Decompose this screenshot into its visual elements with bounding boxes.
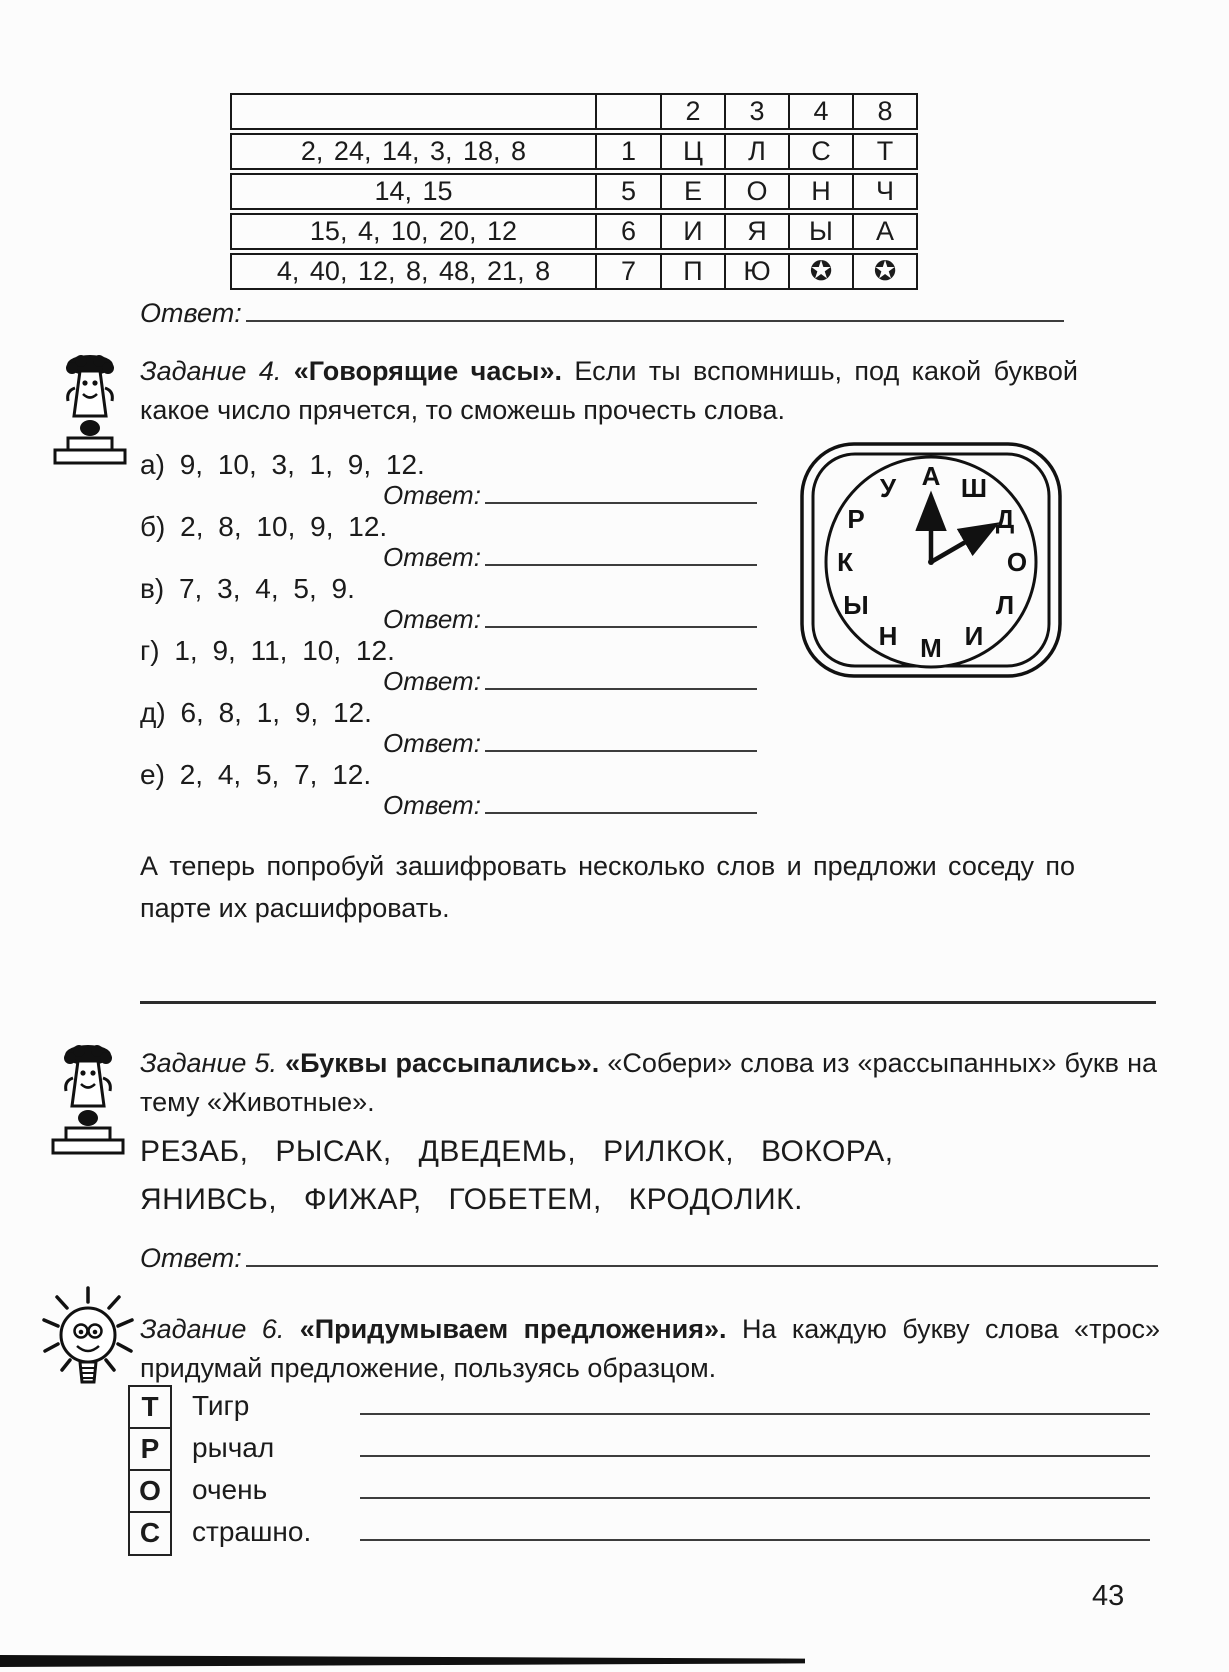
exclamation-character-icon — [50, 350, 130, 466]
letter-cell: О — [724, 173, 788, 210]
cipher-table — [230, 90, 918, 293]
scrambled-words-line2: ЯНИВСЬ, ФИЖАР, ГОБЕТЕМ, КРОДОЛИК. — [140, 1183, 803, 1216]
letter-cell: И — [660, 213, 724, 250]
table-header-cell: 2 — [660, 93, 724, 130]
answer-label: Ответ: — [140, 298, 242, 328]
answer-label: Ответ: — [383, 604, 481, 634]
answer-label: Ответ: — [383, 790, 481, 820]
table-row — [230, 213, 918, 250]
task4-description: Если ты вспомнишь, под какой буквой какое число прячется, то сможешь прочесть слова. — [140, 356, 1079, 425]
letter-box: О — [128, 1469, 172, 1514]
task6-heading — [140, 1310, 1160, 1388]
answer-blank — [360, 1497, 1150, 1499]
answer-label: Ответ: — [383, 542, 481, 572]
sequence-cell: 2, 24, 14, 3, 18, 8 — [230, 133, 595, 170]
letter-cell: Л — [724, 133, 788, 170]
answer-line — [140, 298, 1064, 329]
answer-blank — [246, 304, 1064, 322]
exclamation-character-icon — [48, 1040, 128, 1156]
answer-blank — [360, 1539, 1150, 1541]
table-header-cell: 4 — [788, 93, 852, 130]
letter-cell: Ю — [724, 253, 788, 290]
letter-cell: А — [852, 213, 918, 250]
letter-cell: Т — [852, 133, 918, 170]
list-item — [140, 633, 800, 695]
example-word: страшно. — [192, 1516, 312, 1547]
sequence-cell: 15, 4, 10, 20, 12 — [230, 213, 595, 250]
answer-blank — [360, 1413, 1150, 1415]
item-numbers: 7, 3, 4, 5, 9. — [178, 573, 355, 604]
table-row — [230, 253, 918, 290]
task4-items — [140, 447, 800, 819]
task5-number: Задание 5. — [140, 1048, 278, 1078]
item-label: в) — [140, 573, 165, 604]
letter-cell: П — [660, 253, 724, 290]
print-edge-bar — [0, 1655, 805, 1667]
item-numbers: 1, 9, 11, 10, 12. — [174, 635, 395, 666]
item-label: г) — [140, 635, 160, 666]
row-number-cell: 5 — [595, 173, 660, 210]
answer-label: Ответ: — [383, 728, 481, 758]
tros-row — [128, 1385, 1158, 1427]
list-item — [140, 447, 800, 509]
item-label: е) — [140, 759, 165, 790]
clock-letter: Р — [847, 504, 865, 534]
task4-followup: А теперь попробуй зашифровать несколько слов и предложи соседу по парте их расшифровать. — [140, 851, 1075, 923]
table-row — [230, 93, 918, 130]
letter-box: С — [128, 1511, 172, 1556]
answer-line — [140, 1243, 1158, 1274]
example-word: очень — [192, 1474, 268, 1505]
clock-letter: К — [837, 547, 853, 577]
letter-box: Т — [128, 1385, 172, 1430]
example-word: Тигр — [192, 1390, 250, 1421]
task4-number: Задание 4. — [140, 356, 282, 386]
answer-blank — [485, 486, 757, 504]
list-item — [140, 509, 800, 571]
clock-letter: Н — [878, 621, 898, 651]
table-header-cell: 3 — [724, 93, 788, 130]
task4-title: «Говорящие часы». — [293, 356, 562, 386]
item-label: д) — [140, 697, 166, 728]
item-numbers: 6, 8, 1, 9, 12. — [180, 697, 372, 728]
item-numbers: 9, 10, 3, 1, 9, 12. — [179, 449, 425, 480]
answer-blank — [246, 1249, 1158, 1267]
table-row — [230, 133, 918, 170]
row-number-cell: 6 — [595, 213, 660, 250]
answer-blank — [485, 796, 757, 814]
answer-blank — [485, 610, 757, 628]
tros-row — [128, 1427, 1158, 1469]
table-row — [230, 173, 918, 210]
scrambled-words-line1: РЕЗАБ, РЫСАК, ДВЕДЕМЬ, РИЛКОК, ВОКОРА, — [140, 1135, 894, 1168]
task5-description: «Собери» слова из «рассыпанных» букв на тему «Животные». — [140, 1048, 1158, 1117]
example-word: рычал — [192, 1432, 275, 1463]
section-divider — [140, 1001, 1156, 1004]
scrambled-words — [140, 1128, 1170, 1224]
clock-letter: Л — [995, 590, 1015, 620]
clock-letter: Д — [995, 504, 1015, 534]
page-number: 43 — [1092, 1580, 1125, 1612]
task4-heading — [140, 352, 1078, 430]
row-number-cell: 7 — [595, 253, 660, 290]
lightbulb-icon — [40, 1286, 136, 1404]
letter-cell: Ч — [852, 173, 918, 210]
tros-example — [128, 1385, 1158, 1565]
list-item — [140, 695, 800, 757]
task6-title: «Придумываем предложения». — [299, 1314, 727, 1344]
answer-label: Ответ: — [140, 1243, 242, 1273]
table-cell — [595, 93, 660, 130]
task5-heading — [140, 1044, 1157, 1122]
sequence-cell: 14, 15 — [230, 173, 595, 210]
answer-blank — [485, 672, 757, 690]
clock-letter: А — [921, 461, 941, 491]
letter-cell: Я — [724, 213, 788, 250]
tros-row — [128, 1511, 1158, 1553]
task5-title: «Буквы рассыпались». — [285, 1048, 600, 1078]
clock-letter: И — [964, 621, 984, 651]
letter-cell: Е — [660, 173, 724, 210]
list-item — [140, 571, 800, 633]
letter-cell: Ц — [660, 133, 724, 170]
clock-letter: Ш — [960, 473, 988, 503]
letter-box: Р — [128, 1427, 172, 1472]
item-label: а) — [140, 449, 165, 480]
task6-description: На каждую букву слова «трос» придумай предложение, пользуясь образцом. — [140, 1314, 1160, 1383]
sequence-cell: 4, 40, 12, 8, 48, 21, 8 — [230, 253, 595, 290]
letter-cell: С — [788, 133, 852, 170]
answer-blank — [485, 734, 757, 752]
letter-cell: Н — [788, 173, 852, 210]
letter-cell: Ы — [788, 213, 852, 250]
star-cell: ✪ — [788, 253, 852, 290]
list-item — [140, 757, 800, 819]
clock-letter: У — [879, 473, 897, 503]
item-numbers: 2, 4, 5, 7, 12. — [179, 759, 372, 790]
answer-label: Ответ: — [383, 480, 481, 510]
clock-letter: М — [920, 633, 942, 663]
clock-letter: Ы — [843, 590, 869, 620]
task6-number: Задание 6. — [140, 1314, 285, 1344]
answer-label: Ответ: — [383, 666, 481, 696]
letter-clock-illustration — [798, 438, 1064, 682]
row-number-cell: 1 — [595, 133, 660, 170]
answer-blank — [485, 548, 757, 566]
clock-letter: О — [1006, 547, 1028, 577]
table-header-cell: 8 — [852, 93, 918, 130]
item-label: б) — [140, 511, 166, 542]
table-cell — [230, 93, 595, 130]
tros-row — [128, 1469, 1158, 1511]
item-numbers: 2, 8, 10, 9, 12. — [180, 511, 388, 542]
answer-blank — [360, 1455, 1150, 1457]
star-cell: ✪ — [852, 253, 918, 290]
